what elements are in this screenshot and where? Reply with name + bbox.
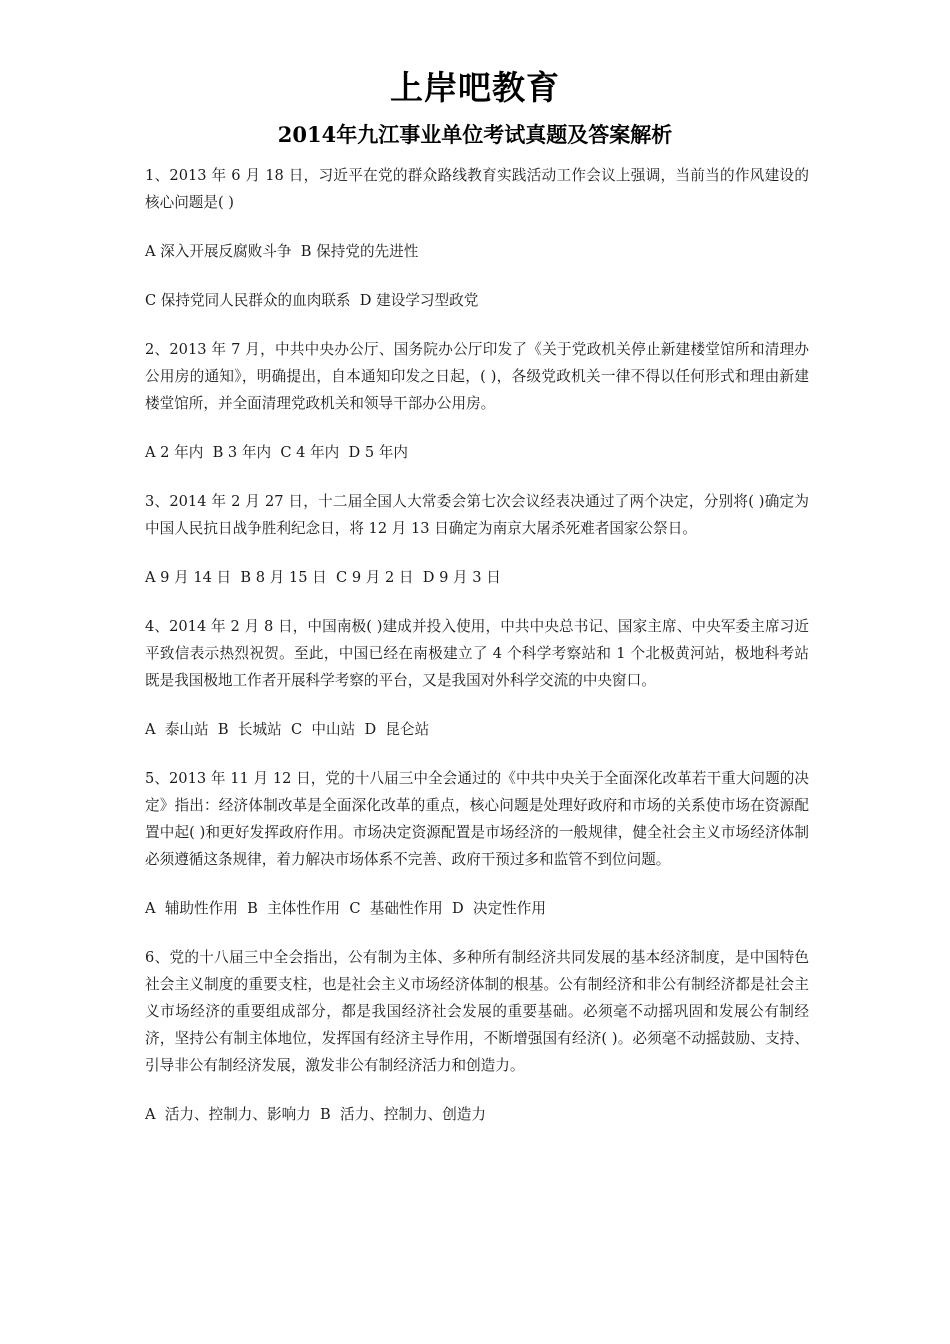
question-4-options: A 泰山站 B 长城站 C 中山站 D 昆仑站 [145, 721, 430, 738]
question-5: 5、2013 年 11 月 12 日，党的十八届三中全会通过的《中共中央关于全面深化改革若干重大问题的决定》指出：经济体制改革是全面深化改革的重点，核心问题是处理好政府和市场的关系使市场在资源配置中起( )和更好发挥政府作用。市场决定资源配置是市场经济的一般规律，健全社会主义市场经济体制必须遵循这条规律，着力解决市场体系不完善、政府干预过多和监管不到位问题。 [145, 770, 809, 868]
question-6: 6、党的十八届三中全会指出，公有制为主体、多种所有制经济共同发展的基本经济制度，是中国特色社会主义制度的重要支柱，也是社会主义市场经济体制的根基。公有制经济和非公有制经济都是社会主义市场经济的重要组成部分，都是我国经济社会发展的重要基础。必须毫不动摇巩固和发展公有制经济，坚持公有制主体地位，发挥国有经济主导作用，不断增强国有经济( )。必须毫不动摇鼓励、支持、引导非公有制经济发展，激发非公有制经济活力和创造力。 [145, 949, 809, 1074]
question-1-options-cd: C 保持党同人民群众的血肉联系 D 建设学习型政党 [145, 292, 479, 309]
question-5-options: A 辅助性作用 B 主体性作用 C 基础性作用 D 决定性作用 [145, 900, 546, 917]
question-4: 4、2014 年 2 月 8 日，中国南极( )建成并投入使用，中共中央总书记、国家主席、中央军委主席习近平致信表示热烈祝贺。至此，中国已经在南极建立了 4 个科学考察站和 1 个北极黄河站，极地科考站既是我国极地工作者开展科学考察的平台，又是我国对外科学交流的中央窗口。 [145, 618, 809, 689]
brand-logo-text: 上岸吧教育 [390, 68, 560, 107]
question-3: 3、2014 年 2 月 27 日，十二届全国人大常委会第七次会议经表决通过了两个决定，分别将( )确定为中国人民抗日战争胜利纪念日，将 12 月 13 日确定为南京大屠杀死难者国家公祭日。 [145, 493, 809, 537]
question-content [145, 162, 809, 1150]
question-2-options: A 2 年内 B 3 年内 C 4 年内 D 5 年内 [145, 444, 408, 461]
question-2: 2、2013 年 7 月，中共中央办公厅、国务院办公厅印发了《关于党政机关停止新建楼堂馆所和清理办公用房的通知》，明确提出，自本通知印发之日起，( )，各级党政机关一律不得以任何形式和理由新建楼堂馆所，并全面清理党政机关和领导干部办公用房。 [145, 341, 809, 412]
question-6-options-ab: A 活力、控制力、影响力 B 活力、控制力、创造力 [145, 1106, 486, 1123]
page-title: 2014年九江事业单位考试真题及答案解析 [277, 122, 673, 147]
question-1: 1、2013 年 6 月 18 日，习近平在党的群众路线教育实践活动工作会议上强调，当前当的作风建设的核心问题是( ) [145, 167, 809, 211]
question-1-options-ab: A 深入开展反腐败斗争 B 保持党的先进性 [145, 243, 419, 260]
question-3-options: A 9 月 14 日 B 8 月 15 日 C 9 月 2 日 D 9 月 3 日 [145, 569, 501, 586]
